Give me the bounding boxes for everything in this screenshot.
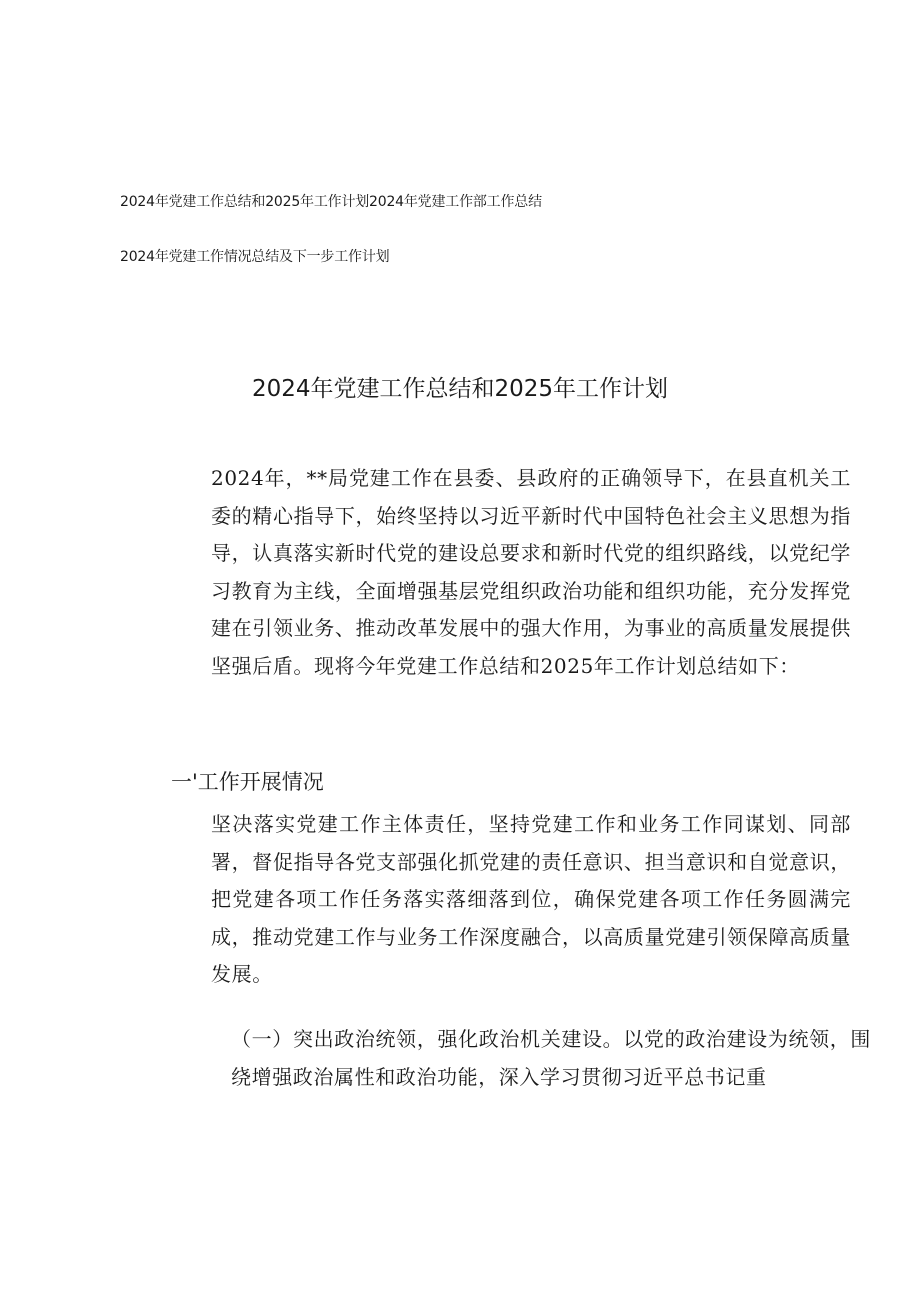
toc-entry-1: 2024年党建工作总结和2025年工作计划2024年党建工作部工作总结 — [120, 194, 542, 210]
intro-paragraph: 2024年，**局党建工作在县委、县政府的正确领导下，在县直机关工委的精心指导下，始终坚持以习近平新时代中国特色社会主义思想为指导，认真落实新时代党的建设总要求和新时代党的组织路线，以党纪学习教育为主线，全面增强基层党组织政治功能和组织功能，充分发挥党建在引领业务、推动改革发展中的强大作用，为事业的高质量发展提供坚强后盾。现将今年党建工作总结和2025年工作计划总结如下： — [211, 466, 851, 678]
section-heading-1: 一'工作开展情况 — [171, 770, 324, 794]
subsection-1-paragraph: （一）突出政治统领，强化政治机关建设。以党的政治建设为统领，围绕增强政治属性和政治功能，深入学习贯彻习近平总书记重 — [231, 1027, 871, 1089]
document-title: 2024年党建工作总结和2025年工作计划 — [251, 376, 669, 402]
toc-entry-2: 2024年党建工作情况总结及下一步工作计划 — [120, 249, 390, 265]
section-1-paragraph: 坚决落实党建工作主体责任，坚持党建工作和业务工作同谋划、同部署，督促指导各党支部强化抓党建的责任意识、担当意识和自觉意识，把党建各项工作任务落实落细落到位，确保党建各项工作任务圆满完成，推动党建工作与业务工作深度融合，以高质量党建引领保障高质量发展。 — [211, 812, 851, 986]
